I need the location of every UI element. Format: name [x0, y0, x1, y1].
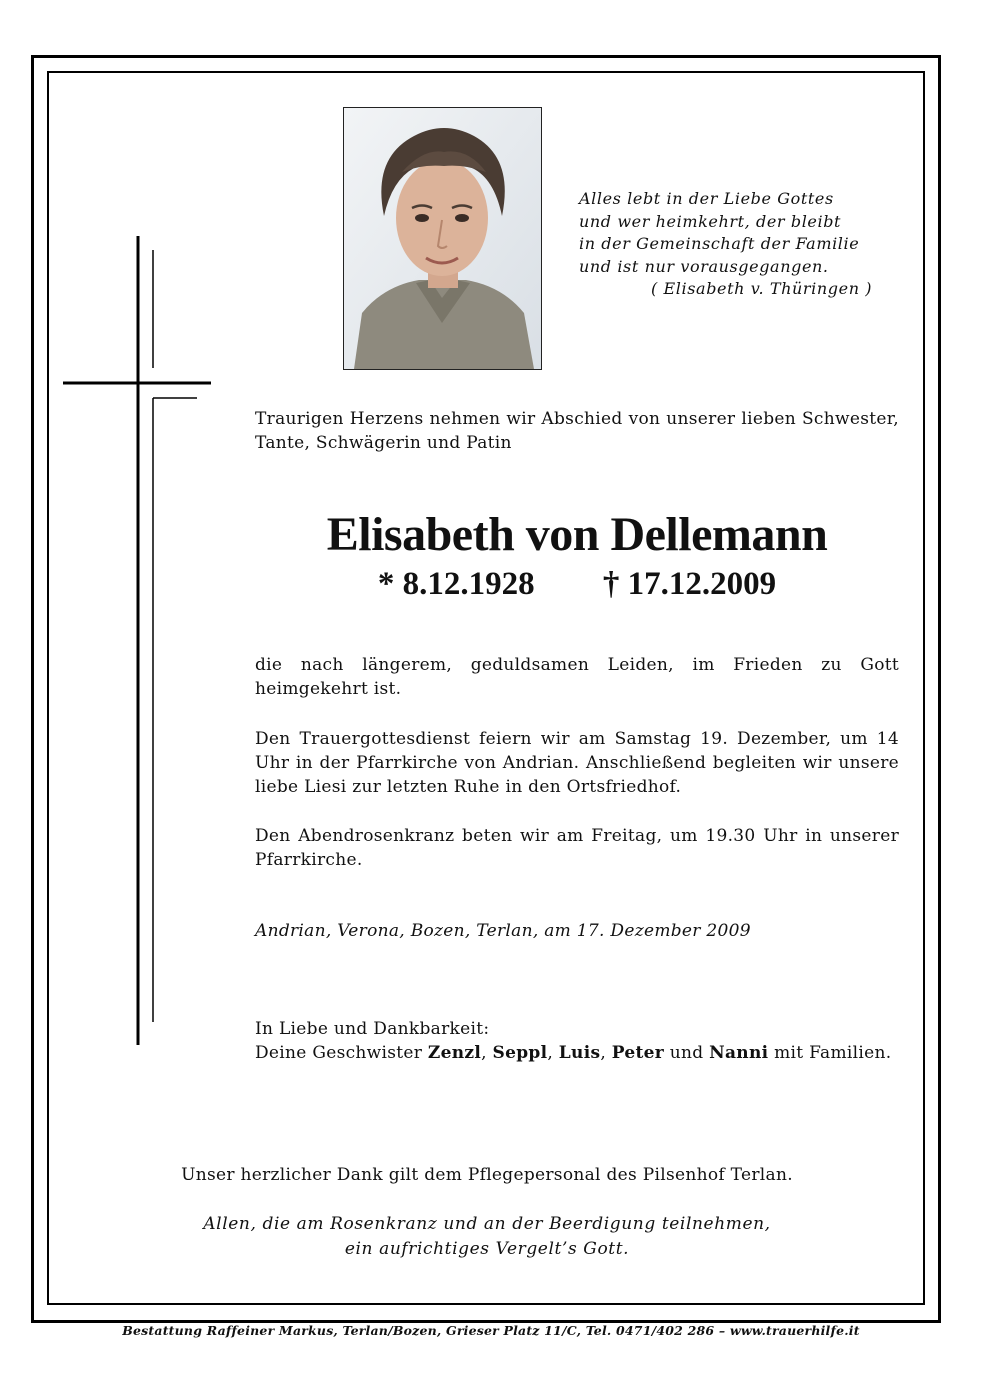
- family-prefix: Deine Geschwister: [255, 1043, 428, 1063]
- paragraph-passing: die nach längerem, geduldsamen Leiden, im Frieden zu Gott heimgekehrt ist.: [255, 655, 899, 699]
- paragraph-rosary: Den Abendrosenkranz beten wir am Freitag, um 19.30 Uhr in unserer Pfarrkirche.: [255, 826, 899, 870]
- quote-line: und wer heimkehrt, der bleibt: [579, 211, 842, 231]
- thanks-blessing: [100, 1212, 874, 1262]
- place-date: Andrian, Verona, Bozen, Terlan, am 17. Dezember 2009: [255, 921, 751, 941]
- family-name: Seppl: [492, 1043, 548, 1063]
- quote: [579, 188, 879, 301]
- life-dates: [255, 562, 899, 606]
- family-name: Peter: [611, 1043, 665, 1063]
- thanks-blessing-line: Allen, die am Rosenkranz und an der Beerdigung teilnehmen,: [203, 1214, 771, 1234]
- separator: und: [664, 1043, 710, 1063]
- separator: ,: [547, 1043, 559, 1063]
- quote-line: in der Gemeinschaft der Familie: [579, 234, 860, 253]
- thanks-blessing-line: ein aufrichtiges Vergelt’s Gott.: [344, 1239, 630, 1259]
- thanks-text: Unser herzlicher Dank gilt dem Pflegepersonal des Pilsenhof Terlan.: [181, 1165, 793, 1185]
- deceased-name: Elisabeth von Dellemann: [326, 508, 828, 561]
- separator: ,: [481, 1043, 493, 1063]
- family-line: [255, 1041, 899, 1065]
- family-name: Nanni: [709, 1043, 769, 1063]
- separator: ,: [600, 1043, 612, 1063]
- family-name: Luis: [558, 1043, 601, 1063]
- quote-line: und ist nur vorausgegangen.: [579, 256, 829, 276]
- closing-block: [255, 1017, 899, 1065]
- portrait-photo: [343, 107, 542, 370]
- intro-text: Traurigen Herzens nehmen wir Abschied von unserer lieben Schwester, Tante, Schwägerin und Patin: [255, 409, 899, 453]
- family-name: Zenzl: [427, 1043, 482, 1063]
- family-suffix: mit Familien.: [768, 1043, 892, 1063]
- death-date: † 17.12.2009: [602, 566, 777, 602]
- closing-line: In Liebe und Dankbarkeit:: [255, 1019, 490, 1039]
- quote-line: Alles lebt in der Liebe Gottes: [579, 189, 834, 208]
- footer-funeral-home: Bestattung Raffeiner Markus, Terlan/Bozen, Grieser Platz 11/C, Tel. 0471/402 286 – www.trauerhilfe.it: [122, 1323, 860, 1338]
- quote-attribution: ( Elisabeth v. Thüringen ): [651, 279, 873, 298]
- paragraph-funeral: Den Trauergottesdienst feiern wir am Samstag 19. Dezember, um 14 Uhr in der Pfarrkirche von Andrian. Anschließend begleiten wir unsere liebe Liesi zur letzten Ruhe in den Ortsfriedhof.: [255, 729, 899, 797]
- birth-date: * 8.12.1928: [377, 566, 535, 602]
